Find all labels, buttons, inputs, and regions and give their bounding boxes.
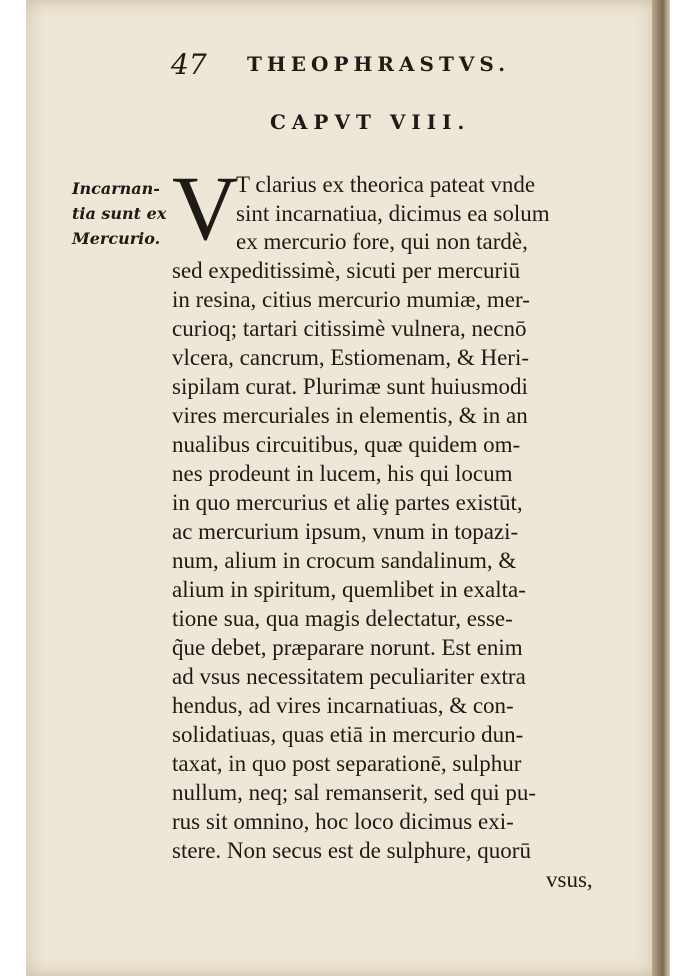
text-line: sint incarnatiua, dicimus ea solum	[236, 201, 550, 226]
text-line: nullum, neq; sal remanserit, sed qui pu-	[172, 780, 537, 805]
text-line: hendus, ad vires incarnatiuas, & con-	[172, 693, 514, 718]
text-line: vlcera, cancrum, Estiomenam, & Heri-	[172, 345, 529, 370]
text-line: T clarius ex theorica pateat vnde	[236, 172, 536, 197]
margin-note-line: Mercurio.	[72, 229, 161, 248]
text-line: stere. Non secus est de sulphure, quorū	[172, 838, 531, 863]
margin-note-line: Incarnan-	[72, 179, 160, 198]
text-line: in resina, citius mercurio mumiæ, mer-	[172, 287, 530, 312]
text-line: taxat, in quo post separationē, sulphur	[172, 751, 522, 776]
text-line: num, alium in crocum sandalinum, &	[172, 548, 517, 573]
text-line: ac mercurium ipsum, vnum in topazi-	[172, 519, 519, 544]
running-head: THEOPHRASTVS.	[247, 52, 511, 76]
text-line: rus sit omnino, hoc loco dicimus exi-	[172, 809, 514, 834]
margin-note-line: tia sunt ex	[72, 204, 167, 223]
text-line: vires mercuriales in elementis, & in an	[172, 403, 528, 428]
text-line: sipilam curat. Plurimæ sunt huiusmodi	[172, 374, 528, 399]
text-line: curioq; tartari citissimè vulnera, necnō	[172, 316, 527, 341]
text-line: alium in spiritum, quemlibet in exalta-	[172, 577, 526, 602]
text-line: ad vsus necessitatem peculiariter extra	[172, 664, 526, 689]
text-line: nes prodeunt in lucem, his qui locum	[172, 461, 513, 486]
text-line: nualibus circuitibus, quæ quidem om-	[172, 432, 521, 457]
catchword: vsus,	[546, 867, 593, 892]
text-line: q̃ue debet, præparare norunt. Est enim	[172, 635, 523, 660]
text-line: ex mercurio fore, qui non tardè,	[236, 229, 528, 254]
page-number: 47	[171, 48, 207, 81]
drop-cap: V	[172, 157, 239, 259]
text-line: solidatiuas, quas etiā in mercurio dun-	[172, 722, 524, 747]
chapter-heading: CAPVT VIII.	[270, 110, 471, 134]
text-line: in quo mercurius et aliȩ partes existūt,	[172, 490, 523, 515]
text-line: tione sua, qua magis delectatur, esse-	[172, 606, 513, 631]
text-line: sed expeditissimè, sicuti per mercuriū	[172, 258, 521, 283]
